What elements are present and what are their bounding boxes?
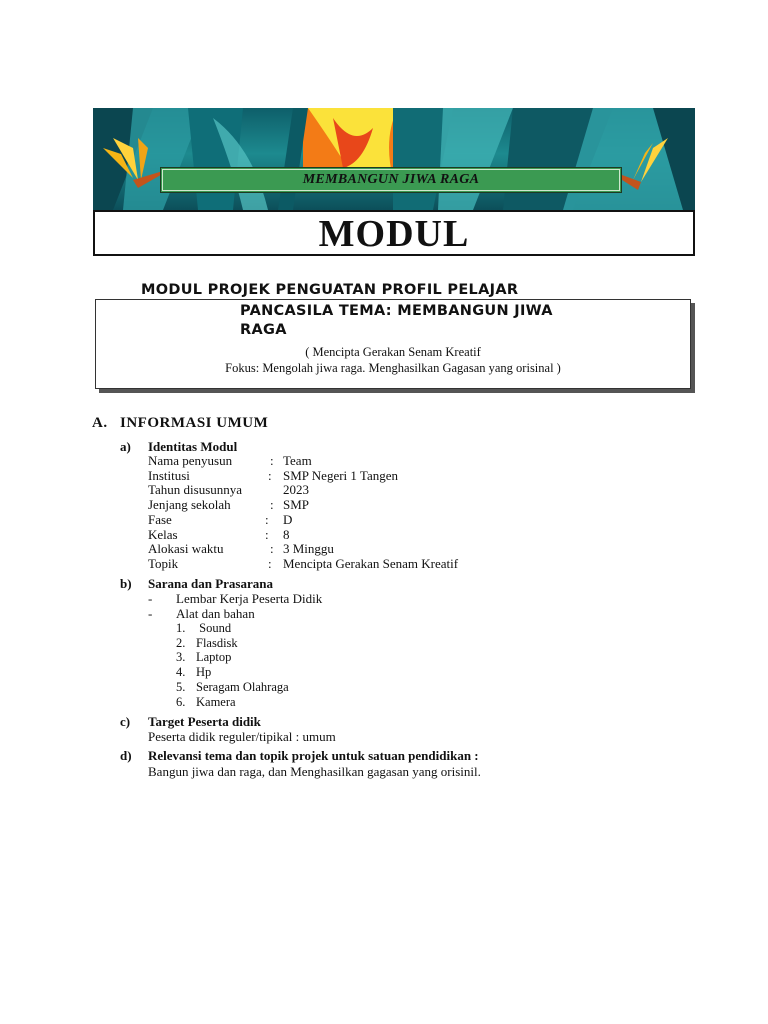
relevansi-text: Bangun jiwa dan raga, dan Menghasilkan gagasan yang orisinil. bbox=[148, 764, 481, 779]
row-separator: : bbox=[268, 555, 272, 571]
modul-title: MODUL bbox=[318, 213, 470, 255]
row-separator: : bbox=[265, 511, 269, 527]
row-key: Nama penyusun bbox=[148, 453, 233, 468]
list-item bbox=[176, 636, 238, 651]
banner-image bbox=[93, 108, 695, 210]
list-number: 6. bbox=[176, 694, 186, 709]
heading-focus: Fokus: Mengolah jiwa raga. Menghasilkan Gagasan yang orisinal ) bbox=[225, 361, 561, 375]
row-separator: : bbox=[270, 497, 274, 513]
table-row bbox=[148, 468, 548, 483]
row-key: Alokasi waktu bbox=[148, 541, 224, 557]
list-item bbox=[176, 665, 211, 680]
target-text: Peserta didik reguler/tipikal : umum bbox=[148, 729, 336, 744]
list-item-text: Hp bbox=[196, 665, 212, 680]
list-item bbox=[176, 621, 231, 636]
list-item bbox=[176, 650, 231, 665]
row-key: Topik bbox=[148, 555, 179, 571]
list-number: 3. bbox=[176, 650, 186, 665]
list-item-text: Flasdisk bbox=[196, 635, 238, 650]
row-value: D bbox=[283, 511, 293, 527]
table-row bbox=[148, 497, 548, 512]
row-value: SMP bbox=[283, 497, 310, 513]
table-row bbox=[148, 482, 548, 497]
list-item bbox=[176, 680, 289, 695]
row-key: Kelas bbox=[148, 526, 178, 542]
table-row bbox=[148, 527, 548, 542]
list-dash: - bbox=[148, 606, 153, 621]
list-item-text: Lembar Kerja Peserta Didik bbox=[176, 591, 323, 606]
identitas-letter: a) bbox=[120, 439, 131, 454]
sarana-letter: b) bbox=[120, 576, 132, 591]
relevansi-title: Relevansi tema dan topik projek untuk satuan pendidikan : bbox=[148, 748, 479, 763]
list-item-text: Sound bbox=[196, 621, 232, 635]
document-heading-line2: PANCASILA TEMA: MEMBANGUN JIWA RAGA bbox=[240, 303, 553, 338]
list-item-text: Kamera bbox=[196, 694, 236, 709]
table-row bbox=[148, 541, 548, 556]
row-separator: : bbox=[270, 541, 274, 557]
row-value: 3 Minggu bbox=[283, 541, 334, 557]
list-dash: - bbox=[148, 591, 153, 606]
banner-title: MEMBANGUN JIWA RAGA bbox=[302, 172, 480, 187]
row-value: 2023 bbox=[283, 482, 309, 498]
sarana-title: Sarana dan Prasarana bbox=[148, 576, 273, 591]
section-a-letter: A. bbox=[92, 415, 108, 431]
row-value: Mencipta Gerakan Senam Kreatif bbox=[283, 555, 459, 571]
row-separator: : bbox=[265, 526, 269, 542]
modul-title-box bbox=[93, 210, 695, 256]
target-letter: c) bbox=[120, 714, 131, 729]
table-row bbox=[148, 512, 548, 527]
list-item-text: Alat dan bahan bbox=[176, 606, 255, 621]
list-item-text: Seragam Olahraga bbox=[196, 679, 289, 694]
row-key: Fase bbox=[148, 511, 172, 527]
target-heading bbox=[120, 714, 261, 730]
list-item bbox=[176, 695, 236, 710]
identitas-title: Identitas Modul bbox=[148, 439, 238, 454]
table-row bbox=[148, 453, 548, 468]
row-key: Institusi bbox=[148, 467, 190, 483]
list-number: 5. bbox=[176, 679, 186, 694]
relevansi-heading bbox=[120, 748, 479, 764]
row-value: Team bbox=[283, 453, 312, 468]
list-item-text: Laptop bbox=[196, 650, 232, 665]
relevansi-letter: d) bbox=[120, 748, 132, 763]
row-separator: : bbox=[270, 453, 274, 468]
row-value: 8 bbox=[283, 526, 290, 542]
row-key: Tahun disusunnya bbox=[148, 482, 243, 498]
list-number: 1. bbox=[176, 621, 186, 635]
row-key: Jenjang sekolah bbox=[148, 497, 231, 513]
heading-note: ( Mencipta Gerakan Senam Kreatif bbox=[305, 345, 481, 359]
banner-title-box bbox=[160, 167, 622, 193]
document-heading-line1: MODUL PROJEK PENGUATAN PROFIL PELAJAR bbox=[141, 282, 519, 298]
target-title: Target Peserta didik bbox=[148, 714, 261, 729]
section-a-text: INFORMASI UMUM bbox=[120, 415, 269, 431]
section-a-title bbox=[92, 415, 268, 432]
table-row bbox=[148, 556, 548, 571]
sarana-heading bbox=[120, 576, 273, 592]
list-number: 4. bbox=[176, 665, 186, 680]
row-value: SMP Negeri 1 Tangen bbox=[283, 467, 398, 483]
row-separator: : bbox=[268, 467, 272, 483]
list-number: 2. bbox=[176, 635, 186, 650]
heading-box bbox=[95, 299, 691, 389]
